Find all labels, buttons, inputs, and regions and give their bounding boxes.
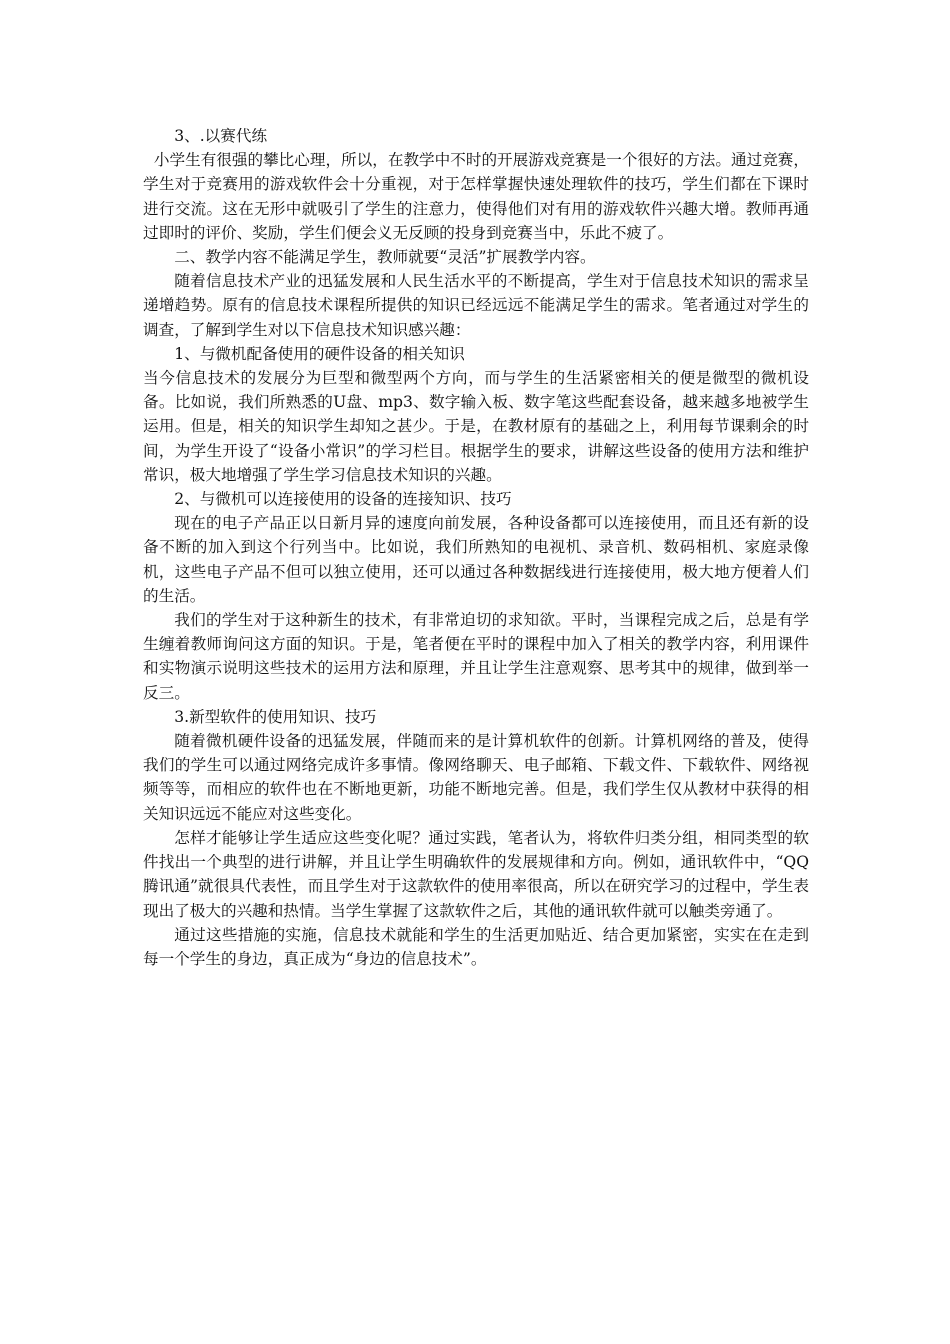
document-body: [143, 124, 809, 971]
section-heading: 2、与微机可以连接使用的设备的连接知识、技巧: [174, 490, 512, 509]
paragraph: 现在的电子产品正以日新月异的速度向前发展，各种设备都可以连接使用，而且还有新的设备不断的加入到这个行列当中。比如说，我们所熟知的电视机、录音机、数码相机、家庭录像机，这些电子产品不但可以独立使用，还可以通过各种数据线进行连接使用，极大地方便着人们的生活。: [143, 514, 809, 605]
paragraph: 怎样才能够让学生适应这些变化呢？通过实践，笔者认为，将软件归类分组，相同类型的软件找出一个典型的进行讲解，并且让学生明确软件的发展规律和方向。例如，通讯软件中，“QQ腾讯通”就很具代表性，而且学生对于这款软件的使用率很高，所以在研究学习的过程中，学生表现出了极大的兴趣和热情。当学生掌握了这款软件之后，其他的通讯软件就可以触类旁通了。: [143, 828, 809, 920]
section-heading: 二、教学内容不能满足学生，教师就要“灵活”扩展教学内容。: [174, 248, 596, 267]
paragraph: 随着信息技术产业的迅猛发展和人民生活水平的不断提高，学生对于信息技术知识的需求呈递增趋势。原有的信息技术课程所提供的知识已经远远不能满足学生的需求。笔者通过对学生的调查，了解到学生对以下信息技术知识感兴趣：: [143, 272, 809, 339]
paragraph: 我们的学生对于这种新生的技术，有非常迫切的求知欲。平时，当课程完成之后，总是有学生缠着教师询问这方面的知识。于是，笔者便在平时的课程中加入了相关的教学内容，利用课件和实物演示说明这些技术的运用方法和原理，并且让学生注意观察、思考其中的规律，做到举一反三。: [143, 611, 809, 702]
paragraph: 小学生有很强的攀比心理，所以，在教学中不时的开展游戏竞赛是一个很好的方法。通过竞赛，学生对于竞赛用的游戏软件会十分重视，对于怎样掌握快速处理软件的技巧，学生们都在下课时进行交流。这在无形中就吸引了学生的注意力，使得他们对有用的游戏软件兴趣大增。教师再通过即时的评价、奖励，学生们便会义无反顾的投身到竞赛当中，乐此不疲了。: [143, 151, 809, 242]
paragraph: 通过这些措施的实施，信息技术就能和学生的生活更加贴近、结合更加紧密，实实在在走到每一个学生的身边，真正成为“身边的信息技术”。: [143, 925, 809, 968]
paragraph: 随着微机硬件设备的迅猛发展，伴随而来的是计算机软件的创新。计算机网络的普及，使得我们的学生可以通过网络完成许多事情。像网络聊天、电子邮箱、下载文件、下载软件、网络视频等等，而相应的软件也在不断地更新，功能不断地完善。但是，我们学生仅从教材中获得的相关知识远远不能应对这些变化。: [143, 732, 809, 823]
paragraph: 当今信息技术的发展分为巨型和微型两个方向，而与学生的生活紧密相关的便是微型的微机设备。比如说，我们所熟悉的U盘、mp3、数字输入板、数字笔这些配套设备，越来越多地被学生运用。但是，相关的知识学生却知之甚少。于是，在教材原有的基础之上，利用每节课剩余的时间，为学生开设了“设备小常识”的学习栏目。根据学生的要求，讲解这些设备的使用方法和维护常识，极大地增强了学生学习信息技术知识的兴趣。: [143, 369, 809, 484]
section-heading: 3.新型软件的使用知识、技巧: [174, 707, 377, 726]
section-heading: 3、.以赛代练: [174, 127, 268, 145]
section-heading: 1、与微机配备使用的硬件设备的相关知识: [174, 344, 465, 363]
